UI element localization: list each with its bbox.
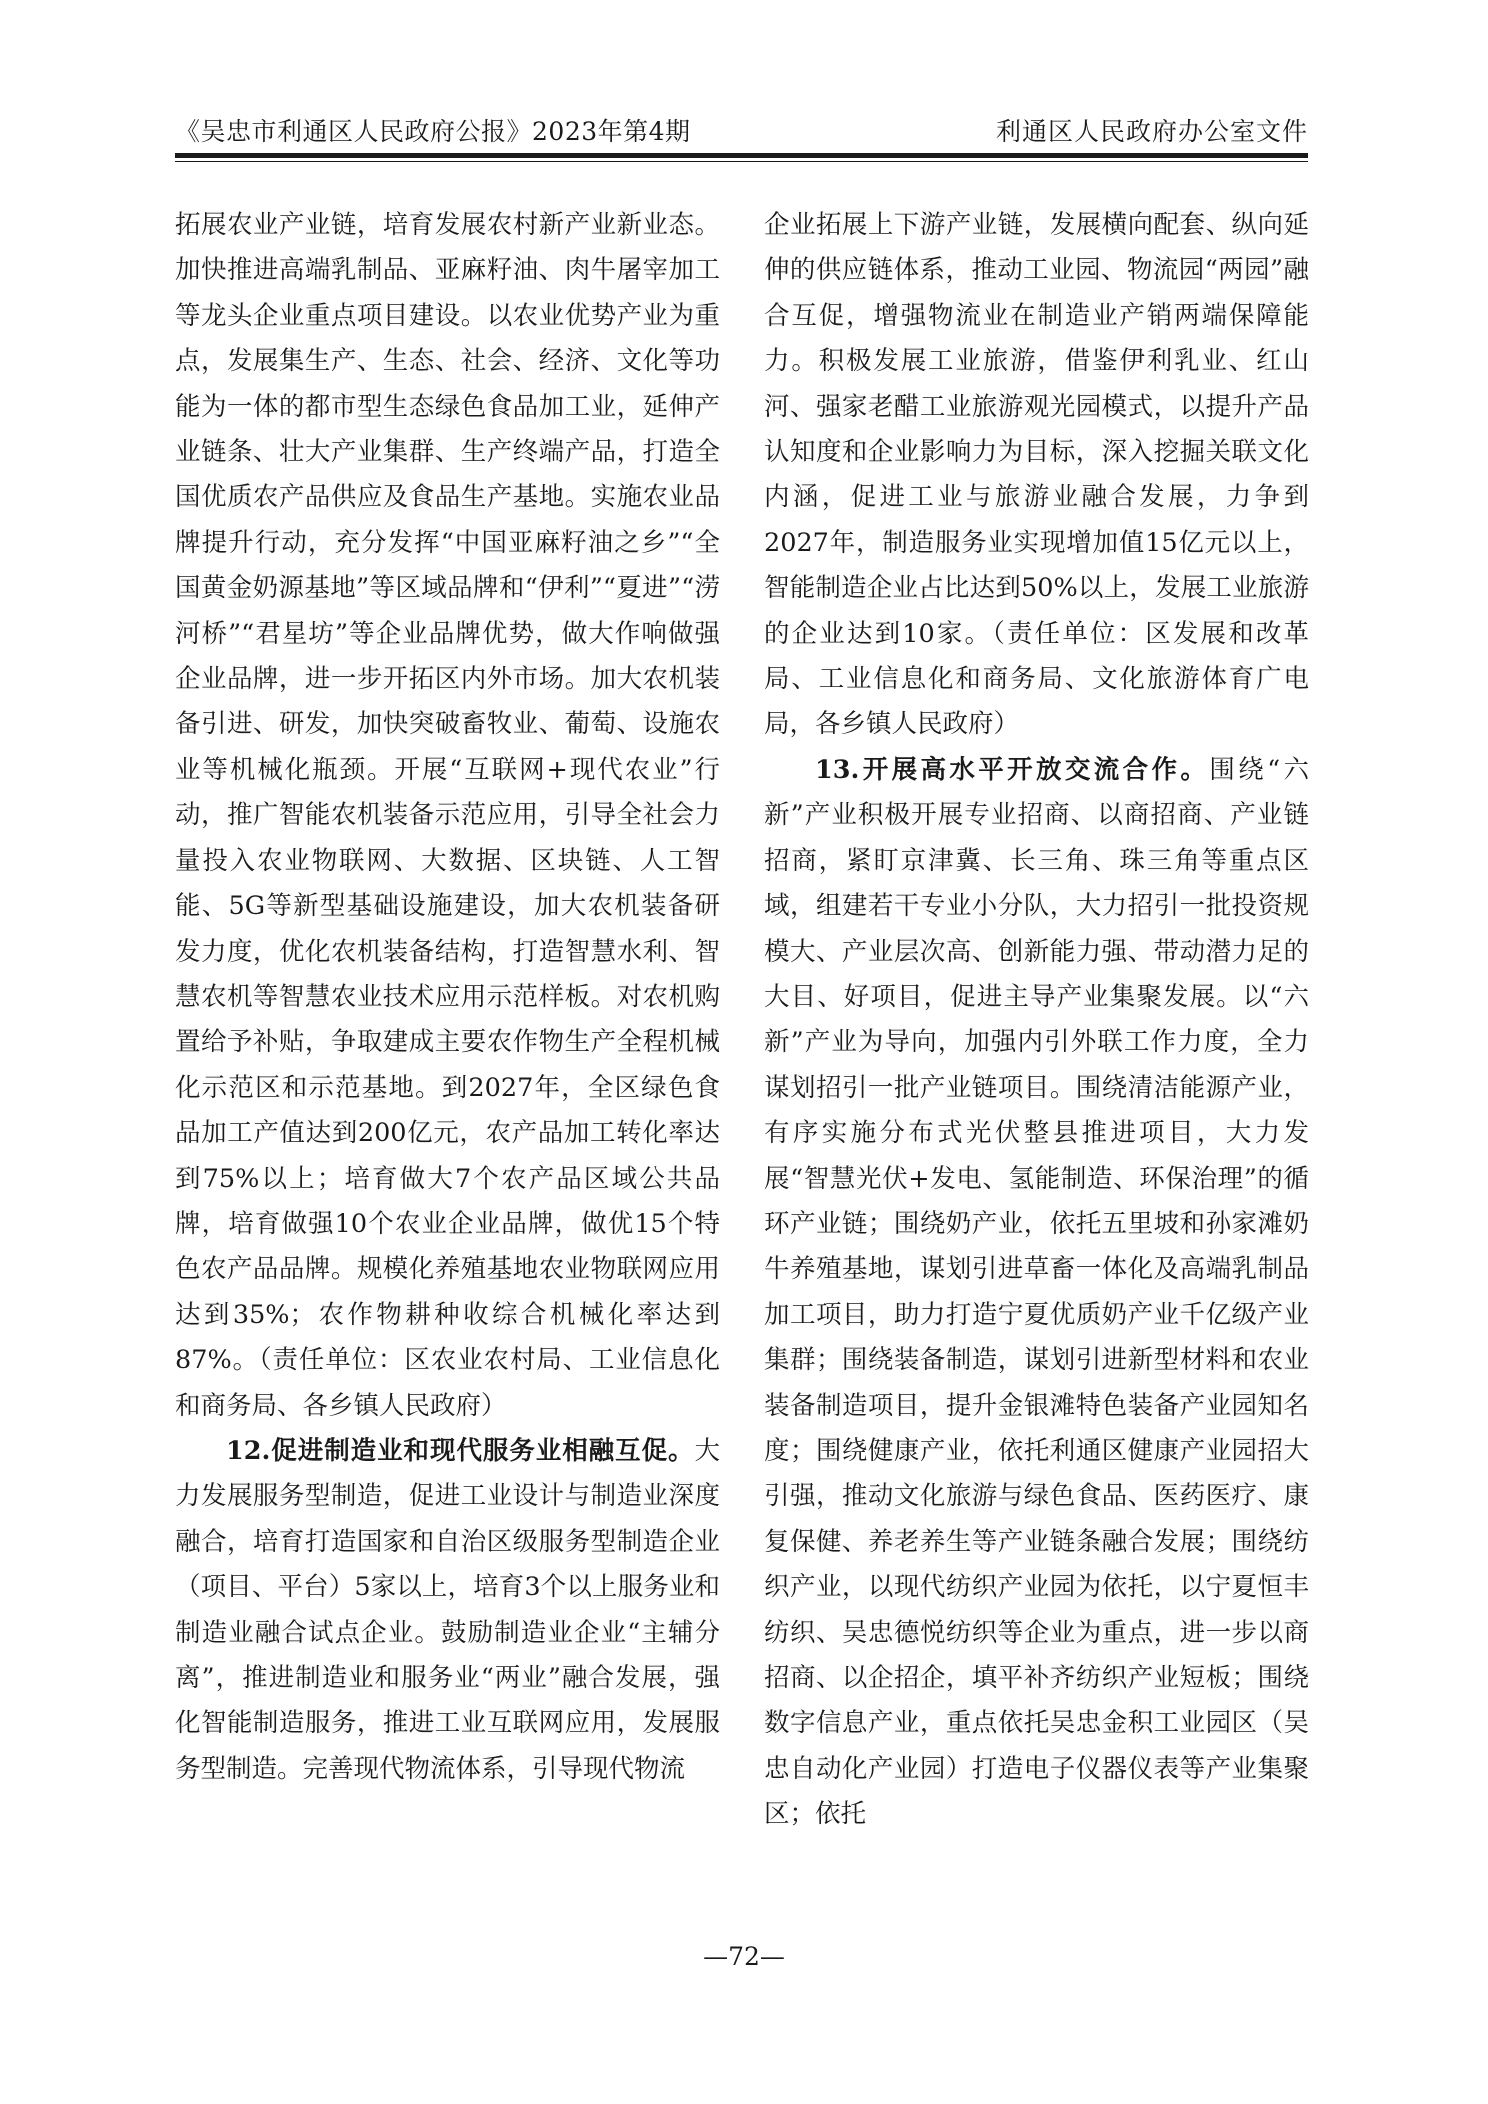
section-heading: 13.开展高水平开放交流合作。 [815,754,1210,785]
section-body: 围绕“六新”产业积极开展专业招商、以商招商、产业链招商，紧盯京津冀、长三角、珠三角等重点区域，组建若干专业小分队，大力招引一批投资规模大、产业层次高、创新能力强、带动潜力足的大目、好项目，促进主导产业集聚发展。以“六新”产业为导向，加强内引外联工作力度，全力谋划招引一批产业链项目。围绕清洁能源产业，有序实施分布式光伏整县推进项目，大力发展“智慧光伏+发电、氢能制造、环保治理”的循环产业链；围绕奶产业，依托五里坡和孙家滩奶牛养殖基地，谋划引进草畜一体化及高端乳制品加工项目，助力打造宁夏优质奶产业千亿级产业集群；围绕装备制造，谋划引进新型材料和农业装备制造项目，提升金银滩特色装备产业园知名度；围绕健康产业，依托利通区健康产业园招大引强，推动文化旅游与绿色食品、医药医疗、康复保健、养老养生等产业链条融合发展；围绕纺织产业，以现代纺织产业园为依托，以宁夏恒丰纺织、吴忠德悦纺织等企业为重点，进一步以商招商、以企招企，填平补齐纺织产业短板；围绕数字信息产业，重点依托吴忠金积工业园区（吴忠自动化产业园）打造电子仪器仪表等产业集聚区；依托 [764,754,1309,1830]
header-rule-thick [175,153,1308,158]
section-body: 大力发展服务型制造，促进工业设计与制造业深度融合，培育打造国家和自治区级服务型制造企业（项目、平台）5家以上，培育3个以上服务业和制造业融合试点企业。鼓励制造业企业“主辅分离”，推进制造业和服务业“两业”融合发展，强化智能制造服务，推进工业互联网应用，发展服务型制造。完善现代物流体系，引导现代物流 [175,1435,720,1784]
section-paragraph-13 [764,748,1309,1838]
left-column [175,203,720,1792]
publication-title: 《吴忠市利通区人民政府公报》2023年第4期 [175,117,691,146]
body-paragraph: 拓展农业产业链，培育发展农村新产业新业态。加快推进高端乳制品、亚麻籽油、肉牛屠宰加工等龙头企业重点项目建设。以农业优势产业为重点，发展集生产、生态、社会、经济、文化等功能为一体的都市型生态绿色食品加工业，延伸产业链条、壮大产业集群、生产终端产品，打造全国优质农产品供应及食品生产基地。实施农业品牌提升行动，充分发挥“中国亚麻籽油之乡”“全国黄金奶源基地”等区域品牌和“伊利”“夏进”“涝河桥”“君星坊”等企业品牌优势，做大作响做强企业品牌，进一步开拓区内外市场。加大农机装备引进、研发，加快突破畜牧业、葡萄、设施农业等机械化瓶颈。开展“互联网+现代农业”行动，推广智能农机装备示范应用，引导全社会力量投入农业物联网、大数据、区块链、人工智能、5G等新型基础设施建设，加大农机装备研发力度，优化农机装备结构，打造智慧水利、智慧农机等智慧农业技术应用示范样板。对农机购置给予补贴，争取建成主要农作物生产全程机械化示范区和示范基地。到2027年，全区绿色食品加工产值达到200亿元，农产品加工转化率达到75%以上；培育做大7个农产品区域公共品牌，培育做强10个农业企业品牌，做优15个特色农产品品牌。规模化养殖基地农业物联网应用达到35%；农作物耕种收综合机械化率达到87%。（责任单位：区农业农村局、工业信息化和商务局、各乡镇人民政府） [175,210,720,1421]
page-header [175,98,1308,158]
section-paragraph-12 [175,1429,720,1792]
right-column [764,203,1309,1838]
document-source: 利通区人民政府办公室文件 [995,117,1308,146]
header-rule-thin [175,161,1308,162]
section-heading: 12.促进制造业和现代服务业相融互促。 [226,1435,695,1466]
body-paragraph: 企业拓展上下游产业链，发展横向配套、纵向延伸的供应链体系，推动工业园、物流园“两园”融合互促，增强物流业在制造业产销两端保障能力。积极发展工业旅游，借鉴伊利乳业、红山河、强家老醋工业旅游观光园模式，以提升产品认知度和企业影响力为目标，深入挖掘关联文化内涵，促进工业与旅游业融合发展，力争到2027年，制造服务业实现增加值15亿元以上，智能制造企业占比达到50%以上，发展工业旅游的企业达到10家。（责任单位：区发展和改革局、工业信息化和商务局、文化旅游体育广电局，各乡镇人民政府） [764,210,1309,740]
page-number: —72— [703,1942,785,1971]
